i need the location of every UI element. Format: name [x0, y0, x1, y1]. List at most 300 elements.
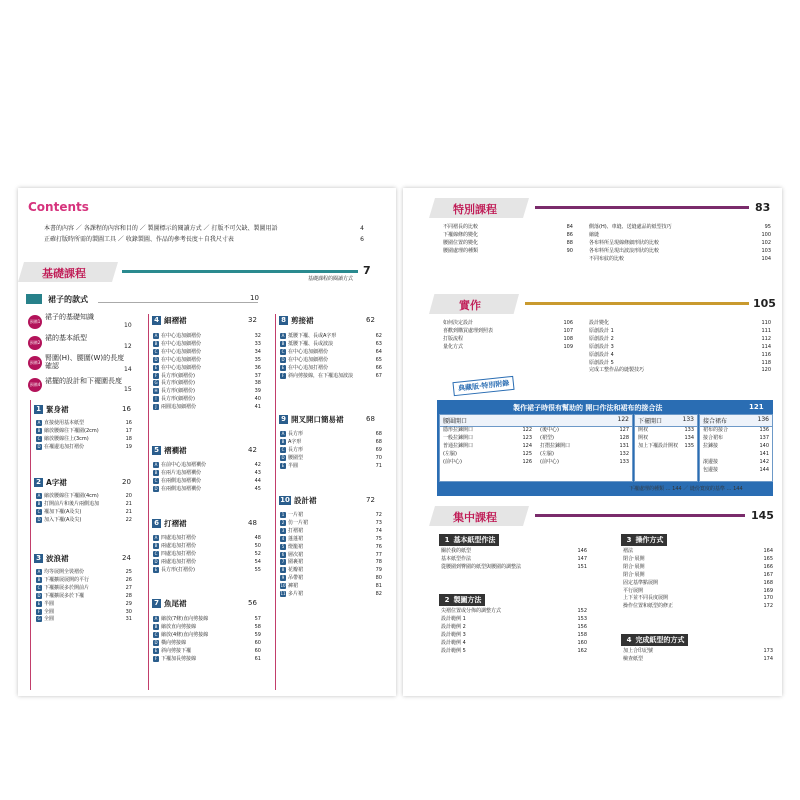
toc-entry [280, 431, 382, 439]
intensive-part-1-list [441, 548, 587, 572]
toc-entry-label [36, 436, 89, 444]
entry-title: (裙型) [540, 434, 554, 441]
toc-entry-label [280, 463, 298, 471]
section-10-page: 72 [366, 496, 375, 504]
toc-entry [443, 459, 532, 467]
entry-page: 110 [761, 320, 771, 326]
toc-entry [623, 572, 773, 580]
basic-item-2-page: 12 [124, 343, 132, 350]
entry-badge: 3 [281, 527, 285, 533]
toc-entry [589, 367, 771, 375]
entry-badge: B [281, 340, 285, 346]
toc-entry-label [623, 603, 673, 611]
entry-page: 26 [125, 576, 132, 583]
toc-entry [153, 404, 261, 412]
entry-page: 29 [125, 600, 132, 607]
toc-entry [280, 365, 382, 373]
toc-entry-label [280, 455, 303, 463]
toc-entry [280, 349, 382, 357]
entry-page: 32 [254, 333, 261, 339]
toc-entry [443, 443, 532, 451]
entry-badge: C [154, 550, 158, 556]
bonus-waist-head: 腰圍開口 122 [440, 415, 632, 427]
entry-badge: B [37, 576, 41, 582]
toc-entry [36, 444, 132, 452]
toc-entry [443, 240, 573, 248]
entry-page: 126 [522, 458, 532, 465]
toc-entry [36, 585, 132, 593]
entry-title: 裙布的接合 [703, 427, 729, 433]
entry-title: 腰圍位置的變化 [443, 239, 479, 246]
contents-title: Contents [28, 200, 89, 214]
toc-entry-label [703, 443, 718, 451]
bonus-page: 121 [749, 403, 764, 411]
entry-badge: C [37, 584, 41, 590]
entry-title: 拉鍊接 [703, 442, 719, 449]
entry-page: 62 [375, 333, 382, 339]
toc-entry-label [280, 349, 328, 357]
toc-entry [443, 320, 573, 328]
entry-title: 滾邊接 [703, 458, 719, 465]
entry-page: 35 [254, 356, 261, 363]
toc-entry-label [589, 352, 614, 360]
entry-page: 16 [125, 420, 132, 426]
entry-title: 抵腰下襬、長或波浪 [288, 340, 334, 347]
entry-page: 66 [375, 364, 382, 371]
entry-page: 122 [522, 427, 532, 433]
special-banner-text: 特別課程 [453, 203, 497, 216]
entry-page: 60 [254, 639, 261, 646]
section-3-list [36, 569, 132, 624]
toc-entry [36, 577, 132, 585]
bonus-join-box [699, 414, 773, 482]
entry-title: 縮放腰線往下襬圍(2cm) [44, 427, 99, 434]
entry-page: 31 [125, 616, 132, 623]
entry-title: 全圓 [44, 608, 55, 615]
entry-title: 襬加下襬(A及尖) [44, 508, 82, 515]
entry-page: 59 [254, 631, 261, 638]
toc-entry-label [443, 224, 478, 232]
section-9-list [280, 431, 382, 471]
toc-entry-label [36, 577, 89, 585]
toc-entry [153, 365, 261, 373]
toc-entry-label [280, 512, 303, 520]
entry-page: 58 [254, 623, 261, 630]
toc-entry-label [441, 640, 466, 648]
toc-entry [589, 224, 771, 232]
toc-entry-label [623, 580, 658, 588]
toc-entry [589, 328, 771, 336]
entry-title: 原創設計 3 [589, 343, 614, 350]
toc-entry-label [589, 344, 614, 352]
entry-title: 下襬線條的變化 [443, 231, 479, 238]
section-2-head: 2 A字裙 [34, 477, 67, 488]
entry-title: 開衩 [638, 434, 649, 441]
entry-title: (左脇) [540, 450, 554, 457]
toc-entry-label [443, 459, 462, 467]
entry-title: 褲裙 [288, 583, 299, 590]
entry-badge: 9 [281, 575, 285, 581]
toc-entry [441, 632, 587, 640]
entry-page: 103 [761, 247, 771, 254]
entry-page: 128 [619, 434, 629, 441]
entry-page: 106 [563, 320, 573, 326]
toc-entry-label [540, 443, 570, 451]
entry-title: 長方形(細褶份) [161, 396, 195, 403]
bonus-hem-list [638, 427, 694, 451]
toc-entry-label [153, 656, 196, 664]
toc-entry-label [36, 509, 81, 517]
toc-entry [441, 624, 587, 632]
toc-entry-label [153, 470, 201, 478]
entry-badge: B [37, 427, 41, 433]
toc-entry [703, 459, 769, 467]
toc-entry-label [623, 572, 645, 580]
entry-title: 設計範例 4 [441, 639, 466, 646]
skirt-styles-leader [98, 302, 258, 303]
entry-page: 18 [125, 435, 132, 442]
entry-title: 花瓣裙 [288, 567, 304, 574]
entry-page: 33 [254, 340, 261, 347]
entry-page: 34 [254, 348, 261, 355]
practice-right-list [589, 320, 771, 375]
toc-entry [36, 601, 132, 609]
entry-page: 131 [619, 442, 629, 449]
toc-entry [638, 443, 694, 451]
entry-badge: C [37, 508, 41, 514]
entry-badge: F [281, 372, 285, 378]
toc-entry [153, 535, 261, 543]
entry-page: 75 [375, 535, 382, 542]
entry-page: 107 [563, 327, 573, 334]
entry-page: 120 [761, 367, 771, 374]
toc-entry-label [443, 232, 478, 240]
entry-title: 如何決定設計 [443, 320, 474, 326]
toc-entry [540, 459, 629, 467]
col1-line [30, 400, 31, 690]
entry-title: 平行展開 [623, 587, 644, 594]
toc-entry-label [153, 341, 201, 349]
toc-entry [623, 548, 773, 556]
toc-entry-label [443, 328, 493, 336]
entry-page: 67 [375, 372, 382, 379]
entry-badge: A [154, 462, 158, 467]
entry-badge: E [154, 647, 158, 653]
basic-item-1: 裙子的基礎知識 [45, 313, 94, 321]
entry-badge: G [154, 380, 158, 386]
entry-page: 136 [759, 427, 769, 433]
section-1-head: 1 緊身裙 [34, 404, 69, 415]
entry-title: 直接使用基本紙型 [44, 420, 85, 426]
basic-badge-1: 預備1 [28, 315, 42, 329]
entry-title: 尖褶位置或分佈的調整方式 [441, 608, 502, 614]
entry-title: 不同布紋的比較 [589, 255, 625, 262]
toc-entry [589, 320, 771, 328]
toc-entry-label [589, 256, 624, 264]
entry-title: (前中心) [443, 458, 462, 465]
toc-entry-label [540, 427, 559, 435]
entry-title: 燈籠裙 [288, 543, 304, 550]
toc-entry-label [623, 564, 645, 572]
entry-page: 74 [375, 527, 382, 534]
section-8-list [280, 333, 382, 380]
toc-entry-label [280, 341, 333, 349]
toc-entry [638, 427, 694, 435]
toc-entry-label [153, 551, 196, 559]
toc-entry [153, 551, 261, 559]
entry-page: 114 [761, 343, 771, 350]
toc-entry-label [153, 640, 186, 648]
entry-title: 檢查紙型 [623, 655, 644, 662]
basic-badge-4: 預備4 [28, 378, 42, 392]
entry-page: 86 [566, 231, 573, 238]
toc-entry [443, 224, 573, 232]
practice-left-list [443, 320, 573, 352]
basic-rule [122, 270, 358, 273]
toc-entry-label [280, 431, 303, 439]
toc-entry [589, 248, 771, 256]
toc-entry [703, 467, 769, 475]
entry-title: 上下並不同長度展開 [623, 595, 669, 602]
entry-page: 142 [759, 458, 769, 465]
entry-page: 73 [375, 519, 382, 526]
entry-badge: H [154, 388, 158, 394]
toc-entry-label [153, 349, 201, 357]
entry-page: 38 [254, 380, 261, 387]
entry-title: 均等展開全裝褶份 [44, 569, 85, 575]
entry-title: 四處追加打褶份 [161, 535, 197, 541]
entry-page: 144 [759, 466, 769, 473]
entry-title: 閉合‧展開 [623, 555, 645, 562]
entry-title: 長方形(細褶份) [161, 372, 195, 379]
toc-entry [153, 333, 261, 341]
entry-page: 162 [577, 647, 587, 654]
special-left-list [443, 224, 573, 256]
toc-entry-label [443, 443, 473, 451]
entry-badge: A [37, 493, 41, 498]
entry-title: 關於我的紙型 [441, 548, 472, 554]
entry-page: 104 [761, 255, 771, 262]
entry-page: 48 [254, 535, 261, 541]
section-4-head: 4 細褶裙 [152, 315, 187, 326]
toc-entry-label [443, 248, 478, 256]
toc-entry-label [153, 478, 201, 486]
toc-entry-label [589, 224, 672, 232]
toc-entry [153, 357, 261, 365]
entry-badge: 10 [280, 583, 286, 589]
entry-title: 在中心追加細褶份 [288, 348, 329, 355]
toc-entry-label [540, 459, 559, 467]
entry-badge: B [37, 500, 41, 506]
toc-entry [443, 328, 573, 336]
toc-entry-label [280, 583, 298, 591]
entry-title: 蓬蓬裙 [288, 535, 304, 542]
toc-entry [703, 443, 769, 451]
entry-title: 在中心追加細褶份 [161, 364, 202, 371]
entry-badge: 6 [281, 551, 285, 557]
toc-entry-label [589, 320, 609, 328]
toc-entry [280, 575, 382, 583]
section-2-page: 20 [122, 478, 131, 486]
toc-entry-label [280, 439, 301, 447]
entry-page: 133 [684, 427, 694, 433]
entry-title: 設計範例 3 [441, 631, 466, 638]
entry-title: 量化方式 [443, 343, 464, 350]
entry-badge: B [154, 469, 158, 475]
entry-title: 縮放腰線往上(3cm) [44, 435, 89, 442]
toc-entry-label [153, 616, 208, 624]
entry-title: 打版流程 [443, 335, 464, 342]
entry-page: 64 [375, 348, 382, 355]
toc-entry [540, 435, 629, 443]
toc-entry [280, 333, 382, 341]
entry-title: 縮放腰線往下襬圍(4cm) [44, 493, 99, 499]
section-5-head: 5 褶襉裙 [152, 445, 187, 456]
toc-entry-label [153, 333, 201, 341]
entry-page: 79 [375, 567, 382, 574]
section-3-head: 3 波浪裙 [34, 553, 69, 564]
entry-page: 135 [684, 442, 694, 449]
toc-entry [703, 451, 769, 459]
toc-entry [540, 443, 629, 451]
entry-title: 閉合‧展開 [623, 563, 645, 570]
section-7-list [153, 616, 261, 663]
right-page [403, 188, 782, 696]
entry-title: 下襬加長剪接線 [161, 655, 197, 662]
toc-entry-label [153, 365, 201, 373]
entry-page: 44 [254, 477, 261, 484]
entry-badge: 2 [281, 519, 285, 525]
intensive-part-4-list [623, 648, 773, 664]
toc-entry-label [153, 648, 191, 656]
entry-badge: C [154, 477, 158, 483]
toc-entry [589, 232, 771, 240]
entry-title: 操作位置和紙型的修正 [623, 603, 674, 610]
toc-entry-label [280, 544, 303, 552]
toc-entry [36, 569, 132, 577]
toc-entry-label [703, 427, 728, 435]
entry-page: 133 [619, 458, 629, 465]
col3-line [275, 314, 276, 690]
toc-entry-label [36, 501, 99, 509]
bonus-join-head: 接合裙布 136 [700, 415, 772, 427]
toc-entry-label [153, 404, 196, 412]
toc-entry-label [153, 624, 196, 632]
toc-entry-label [280, 365, 328, 373]
toc-entry [703, 427, 769, 435]
entry-badge: A [154, 333, 158, 338]
entry-badge: 11 [280, 591, 286, 597]
contents-intro-2: 正確打版時所需的製圖工具 ／ 收錄製圖、作品的參考長度＋自我尺寸表 6 [44, 236, 364, 243]
basic-item-2: 裙的基本紙型 [45, 334, 87, 342]
toc-entry [153, 341, 261, 349]
entry-page: 141 [759, 450, 769, 457]
toc-entry-label [280, 591, 303, 599]
entry-title: 在襬邊追加打褶份 [44, 443, 85, 450]
intensive-banner-text: 集中課程 [453, 511, 497, 524]
toc-entry [153, 486, 261, 494]
entry-page: 102 [761, 239, 771, 246]
toc-entry-label [589, 248, 659, 256]
toc-entry-label [36, 420, 84, 428]
entry-page: 61 [254, 655, 261, 662]
entry-page: 28 [125, 592, 132, 599]
entry-title: 打摺拉鍊開口 [540, 442, 571, 449]
toc-entry [153, 640, 261, 648]
toc-entry-label [280, 447, 303, 455]
entry-page: 65 [375, 356, 382, 363]
intensive-part-4-head: 4 完成紙型的方式 [621, 634, 688, 646]
entry-badge: C [154, 631, 158, 637]
entry-title: 長方形 [288, 446, 304, 453]
toc-entry-label [153, 396, 195, 404]
entry-page: 125 [522, 450, 532, 457]
entry-page: 69 [375, 446, 382, 453]
toc-entry [441, 648, 587, 656]
section-8-head: 8 剪接裙 [279, 315, 314, 326]
toc-entry [441, 556, 587, 564]
entry-page: 146 [577, 548, 587, 554]
intensive-part-2-head: 2 製圖方法 [439, 594, 485, 606]
entry-badge: 1 [281, 512, 285, 517]
entry-page: 100 [761, 231, 771, 238]
basic-badge-2: 預備2 [28, 336, 42, 350]
entry-title: 打褶裙 [288, 527, 304, 534]
entry-title: 多片裙 [288, 591, 304, 598]
col2-line [148, 314, 149, 690]
entry-title: 原創設計 5 [589, 359, 614, 366]
toc-entry [443, 336, 573, 344]
entry-title: 開衩 [638, 427, 649, 433]
entry-badge: 8 [281, 567, 285, 573]
entry-title: 縮放(4條)直向剪接線 [161, 631, 209, 638]
entry-page: 123 [522, 434, 532, 441]
toc-entry [443, 248, 573, 256]
entry-page: 81 [375, 583, 382, 590]
bonus-hem-head: 下襬開口 133 [635, 415, 697, 427]
toc-entry [153, 624, 261, 632]
entry-badge: B [154, 542, 158, 548]
entry-title: 圍裹裙 [288, 559, 304, 566]
entry-title: 四處追加打褶份 [161, 550, 197, 557]
entry-page: 19 [125, 443, 132, 450]
entry-page: 68 [375, 431, 382, 437]
toc-entry-label [540, 451, 554, 459]
entry-badge: J [153, 404, 159, 410]
toc-entry [153, 478, 261, 486]
entry-title: 下襬擴展多於開前片 [44, 584, 90, 591]
intensive-part-3-head: 3 操作方式 [621, 534, 667, 546]
entry-title: 一般拉鍊開口 [443, 434, 474, 441]
entry-page: 54 [254, 558, 261, 565]
entry-page: 37 [254, 372, 261, 379]
entry-page: 80 [375, 575, 382, 582]
section-4-page: 32 [248, 316, 257, 324]
entry-badge: D [154, 485, 158, 491]
entry-title: 在中心追加細褶份 [161, 356, 202, 363]
bonus-waist-box [439, 414, 633, 482]
toc-entry-label [441, 624, 466, 632]
entry-badge: C [37, 435, 41, 441]
entry-title: 斜向剪接下襬 [161, 647, 192, 654]
toc-entry-label [443, 336, 463, 344]
entry-title: 縮縫 [589, 231, 600, 238]
entry-badge: D [37, 592, 41, 598]
toc-entry-label [623, 556, 645, 564]
toc-entry [589, 344, 771, 352]
entry-page: 77 [375, 551, 382, 558]
toc-entry [36, 593, 132, 601]
